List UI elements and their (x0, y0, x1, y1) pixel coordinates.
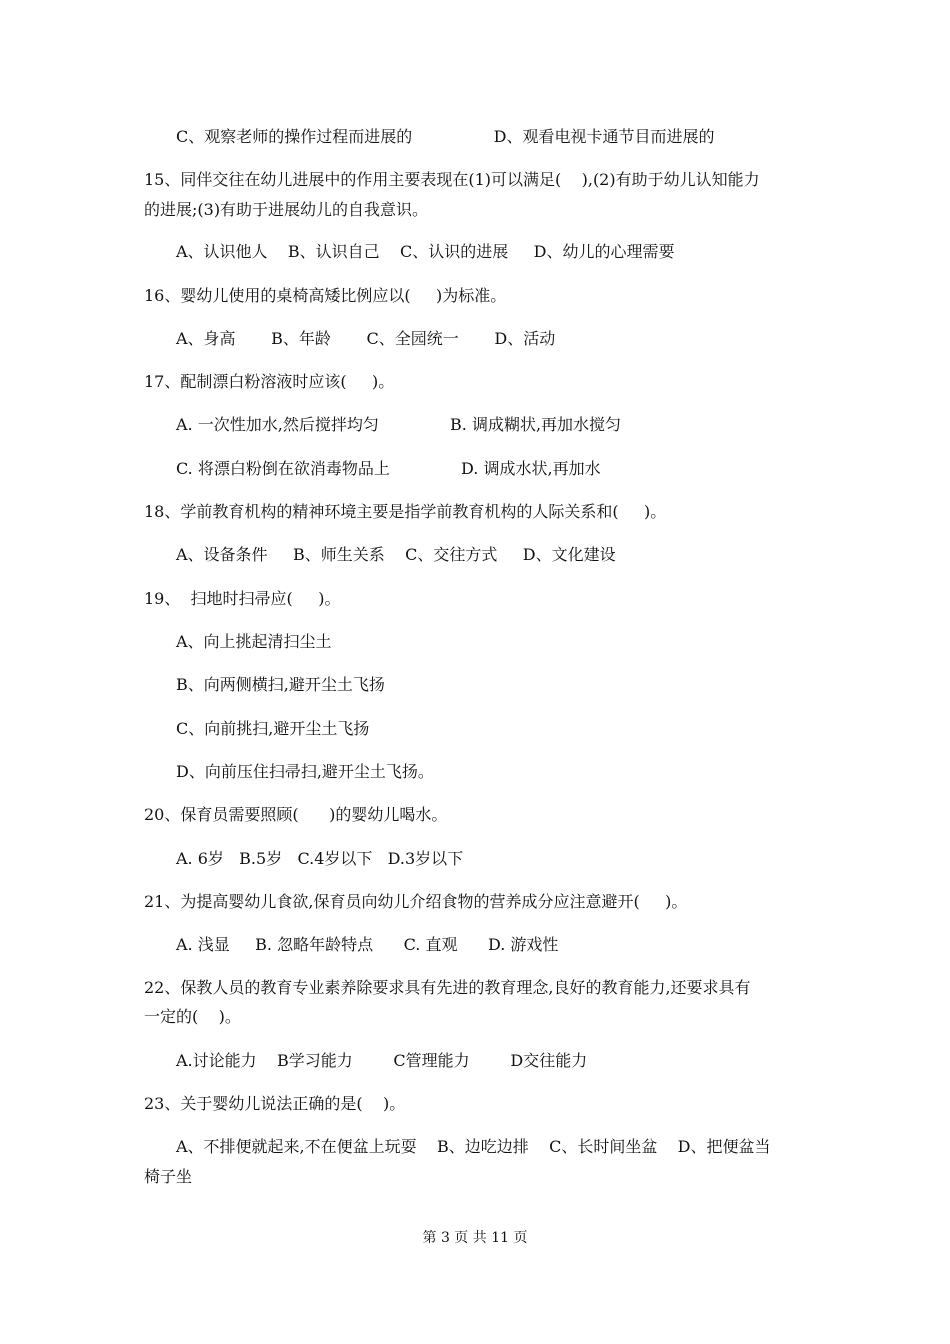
q23-stem: 23、关于婴幼儿说法正确的是( )。 (144, 1094, 406, 1113)
q17-stem: 17、配制漂白粉溶液时应该( )。 (144, 372, 395, 391)
q17-options-ab: A. 一次性加水,然后搅拌均匀 B. 调成糊状,再加水搅匀 (176, 415, 622, 434)
page-number: 第 3 页 共 11 页 (422, 1230, 528, 1246)
q22-stem: 22、保教人员的教育专业素养除要求具有先进的教育理念,良好的教育能力,还要求具有 (144, 978, 751, 997)
q20-stem: 20、保育员需要照顾( )的婴幼儿喝水。 (144, 805, 448, 824)
q21-stem: 21、为提高婴幼儿食欲,保育员向幼儿介绍食物的营养成分应注意避开( )。 (144, 892, 688, 911)
q17-options-cd: C. 将漂白粉倒在欲消毒物品上 D. 调成水状,再加水 (176, 459, 601, 478)
q15-stem-cont: 的进展;(3)有助于进展幼儿的自我意识。 (144, 200, 429, 219)
q22-options: A.讨论能力 B学习能力 C管理能力 D交往能力 (176, 1051, 588, 1070)
q15-options: A、认识他人 B、认识自己 C、认识的进展 D、幼儿的心理需要 (176, 242, 675, 261)
q18-options: A、设备条件 B、师生关系 C、交往方式 D、文化建设 (176, 545, 616, 564)
q15-stem: 15、同伴交往在幼儿进展中的作用主要表现在(1)可以满足( ),(2)有助于幼儿认知能力 (144, 170, 760, 189)
q19-option-d: D、向前压住扫帚扫,避开尘土飞扬。 (176, 762, 434, 781)
q22-stem-cont: 一定的( )。 (144, 1007, 241, 1026)
q19-stem: 19、 扫地时扫帚应( )。 (144, 589, 341, 608)
q16-options: A、身高 B、年龄 C、全园统一 D、活动 (176, 329, 556, 348)
q20-options: A. 6岁 B.5岁 C.4岁以下 D.3岁以下 (176, 849, 464, 868)
q14-options-cd: C、观察老师的操作过程而进展的 D、观看电视卡通节目而进展的 (176, 127, 715, 146)
q19-option-a: A、向上挑起清扫尘土 (176, 632, 332, 651)
q18-stem: 18、学前教育机构的精神环境主要是指学前教育机构的人际关系和( )。 (144, 502, 667, 521)
q21-options: A. 浅显 B. 忽略年龄特点 C. 直观 D. 游戏性 (176, 935, 559, 954)
q23-options-cont: 椅子坐 (144, 1167, 193, 1186)
q19-option-b: B、向两侧横扫,避开尘土飞扬 (176, 675, 385, 694)
q19-option-c: C、向前挑扫,避开尘土飞扬 (176, 719, 370, 738)
q23-options: A、不排便就起来,不在便盆上玩耍 B、边吃边排 C、长时间坐盆 D、把便盆当 (176, 1137, 771, 1156)
q16-stem: 16、婴幼儿使用的桌椅高矮比例应以( )为标准。 (144, 286, 507, 305)
